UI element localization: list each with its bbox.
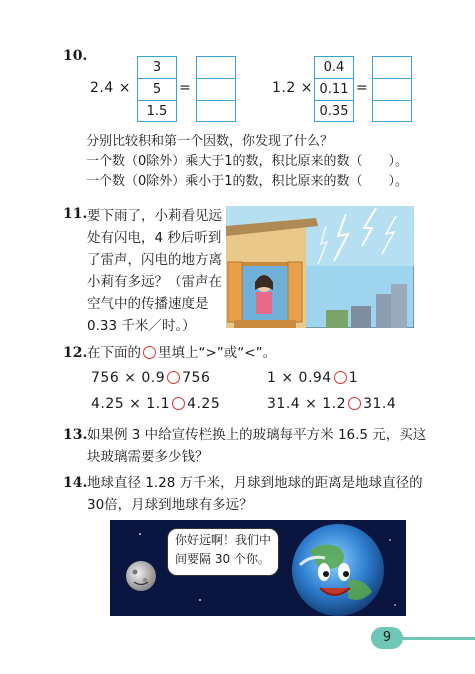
q12-prompt-end: 里填上“>”或“<”。 [158, 345, 277, 361]
q10-right-value-1: 0.4 [315, 57, 353, 79]
red-circle-icon [143, 346, 156, 359]
q10-question-line: 分别比较积和第一个因数，你发现了什么？ [86, 134, 334, 149]
q11-line-4: 小莉有多远？（雷声在 [87, 274, 222, 290]
q11-line-6: 0.33 千米／时。） [87, 318, 196, 334]
q12-item-4-expression: 31.4 × 1.2 [267, 396, 347, 412]
q10-right-value-3: 0.35 [319, 104, 349, 119]
q12-item-1-compare: 756 [182, 370, 211, 386]
q10-right-answer-2[interactable] [373, 79, 411, 101]
q10-left-factor: 2.4 × [90, 80, 131, 96]
q13-line-1: 如果例 3 中给宣传栏换上的玻璃每平方米 16.5 元，买这 [87, 427, 427, 443]
q12-item-1-expression: 756 × 0.9 [91, 370, 166, 386]
question-11-number: 11. [63, 206, 88, 222]
speech-bubble-line-2: 间要隔 30 个你。 [175, 552, 270, 566]
q12-item-3-blank-circle[interactable] [172, 397, 185, 410]
q10-left-answer-2[interactable] [197, 79, 235, 101]
q10-left-answer-3[interactable] [197, 101, 235, 122]
q10-left-values-box [137, 56, 177, 122]
lightning-window-illustration [226, 206, 414, 328]
q12-item-3-expression: 4.25 × 1.1 [91, 396, 171, 412]
q12-prompt-start: 在下面的 [87, 345, 141, 361]
q10-left-answer-1[interactable] [197, 57, 235, 79]
q12-item-1-blank-circle[interactable] [167, 371, 180, 384]
q12-item-4 [267, 396, 396, 412]
q10-right-factor: 1.2 × [272, 80, 313, 96]
q12-item-4-blank-circle[interactable] [348, 397, 361, 410]
speech-bubble-line-1: 你好远啊！我们中 [175, 533, 272, 547]
question-12-number: 12. [63, 345, 88, 361]
q14-line-2: 30倍，月球到地球有多远？ [87, 497, 253, 513]
q10-fill-line-greater: 一个数（0除外）乘大于1的数，积比原来的数（ ）。 [86, 154, 409, 169]
q12-item-3 [91, 396, 220, 412]
q12-item-2-blank-circle[interactable] [334, 371, 347, 384]
q10-left-value-1: 3 [138, 57, 176, 79]
page-number-rule [395, 637, 475, 640]
q12-item-3-compare: 4.25 [187, 396, 221, 412]
q12-item-1 [91, 370, 210, 386]
q11-line-2: 处有闪电，4 秒后听到 [87, 230, 222, 246]
q12-item-2-expression: 1 × 0.94 [267, 370, 332, 386]
q11-line-1: 要下雨了，小莉看见远 [87, 208, 222, 224]
q12-item-2 [267, 370, 358, 386]
question-13-number: 13. [63, 427, 88, 443]
q10-right-answer-box[interactable] [372, 56, 412, 122]
q12-item-2-compare: 1 [348, 370, 359, 386]
question-14-number: 14. [63, 475, 88, 491]
q10-right-values-box [314, 56, 354, 122]
q11-line-5: 空气中的传播速度是 [87, 296, 209, 312]
q11-line-3: 了雷声，闪电的地方离 [87, 252, 222, 268]
q10-fill-line-less: 一个数（0除外）乘小于1的数，积比原来的数（ ）。 [86, 174, 409, 189]
q13-line-2: 块玻璃需要多少钱？ [87, 449, 209, 465]
q10-left-equals: = [179, 80, 192, 96]
q12-item-4-compare: 31.4 [363, 396, 397, 412]
question-10-number: 10. [63, 48, 88, 64]
q10-left-value-3: 1.5 [146, 104, 168, 119]
q10-left-answer-box[interactable] [196, 56, 236, 122]
q10-right-answer-1[interactable] [373, 57, 411, 79]
q14-line-1: 地球直径 1.28 万千米，月球到地球的距离是地球直径的 [87, 475, 423, 491]
page-number: 9 [371, 627, 403, 649]
q10-right-answer-3[interactable] [373, 101, 411, 122]
q10-right-value-2: 0.11 [315, 79, 353, 101]
q10-left-value-2: 5 [138, 79, 176, 101]
q12-prompt [87, 343, 276, 363]
q10-right-equals: = [356, 80, 369, 96]
